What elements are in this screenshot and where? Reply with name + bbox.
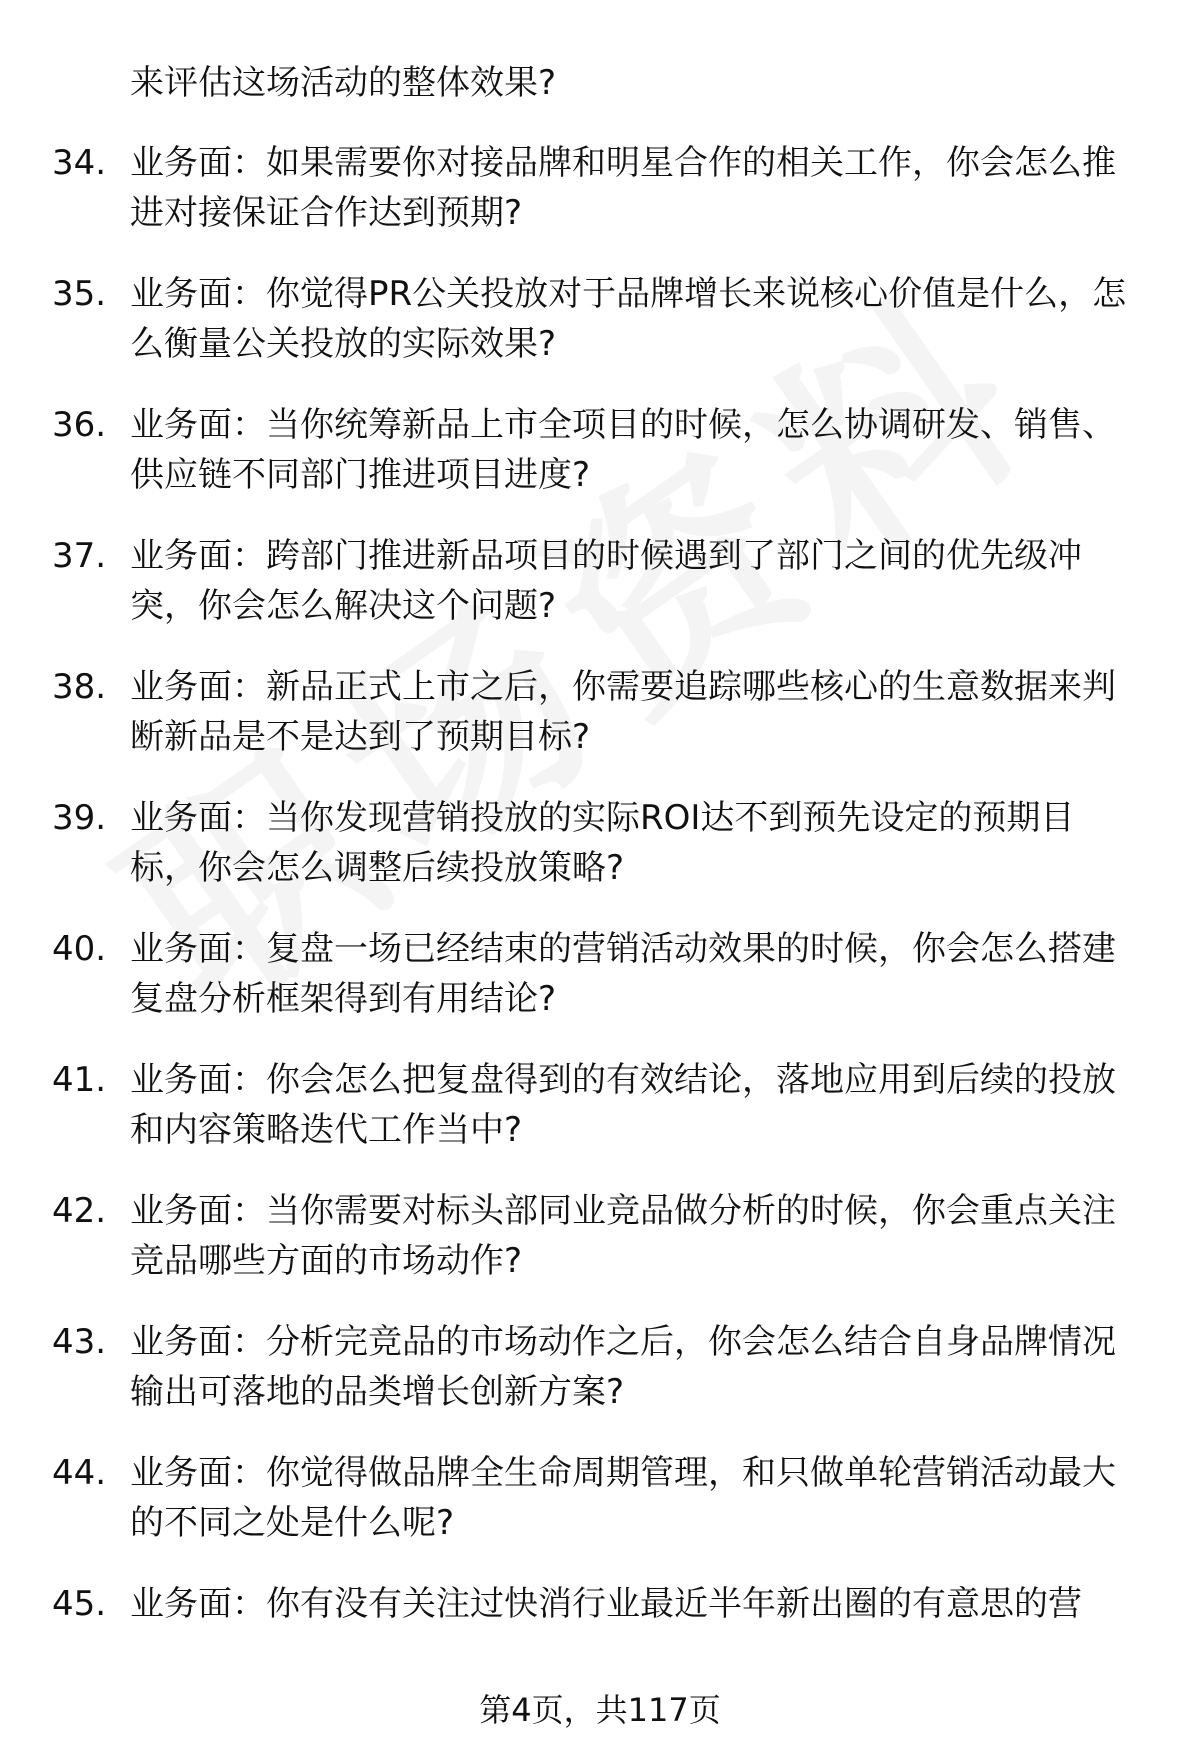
continuation-text: 来评估这场活动的整体效果? (130, 63, 557, 103)
question-number: 40. (52, 929, 107, 969)
question-item (0, 1055, 1200, 1155)
question-item (0, 1579, 1200, 1679)
question-text: 业务面：复盘一场已经结束的营销活动效果的时候，你会怎么搭建复盘分析框架得到有用结论? (130, 929, 1116, 1019)
question-text: 业务面：当你需要对标头部同业竞品做分析的时候，你会重点关注竞品哪些方面的市场动作? (130, 1191, 1116, 1281)
question-item (0, 662, 1200, 762)
question-text: 业务面：你有没有关注过快消行业最近半年新出圈的有意思的营 (130, 1584, 1082, 1624)
question-text: 业务面：你觉得做品牌全生命周期管理，和只做单轮营销活动最大的不同之处是什么呢? (130, 1453, 1116, 1543)
question-number: 34. (52, 143, 107, 183)
question-item (0, 400, 1200, 500)
question-text: 业务面：跨部门推进新品项目的时候遇到了部门之间的优先级冲突，你会怎么解决这个问题? (130, 536, 1082, 626)
question-item (0, 138, 1200, 238)
question-number: 42. (52, 1191, 107, 1231)
question-number: 43. (52, 1322, 107, 1362)
question-item (0, 1317, 1200, 1417)
question-text: 业务面：当你统筹新品上市全项目的时候，怎么协调研发、销售、供应链不同部门推进项目进度? (130, 405, 1116, 495)
question-number: 36. (52, 405, 107, 445)
question-number: 38. (52, 667, 107, 707)
question-text: 业务面：新品正式上市之后，你需要追踪哪些核心的生意数据来判断新品是不是达到了预期目标? (130, 667, 1116, 757)
question-text: 业务面：你觉得PR公关投放对于品牌增长来说核心价值是什么，怎么衡量公关投放的实际效果? (130, 274, 1127, 364)
question-text: 业务面：当你发现营销投放的实际ROI达不到预先设定的预期目标，你会怎么调整后续投放策略? (130, 798, 1075, 888)
question-number: 45. (52, 1584, 107, 1624)
question-text: 业务面：如果需要你对接品牌和明星合作的相关工作，你会怎么推进对接保证合作达到预期? (130, 143, 1116, 233)
question-item (0, 1448, 1200, 1548)
question-number: 41. (52, 1060, 107, 1100)
question-item (0, 531, 1200, 631)
question-list (0, 138, 1200, 1710)
question-item (0, 269, 1200, 369)
question-text: 业务面：分析完竞品的市场动作之后，你会怎么结合自身品牌情况输出可落地的品类增长创新方案? (130, 1322, 1116, 1412)
page-footer: 第4页，共117页 (479, 1691, 721, 1729)
question-text: 业务面：你会怎么把复盘得到的有效结论，落地应用到后续的投放和内容策略迭代工作当中? (130, 1060, 1116, 1150)
question-item (0, 1186, 1200, 1286)
question-number: 44. (52, 1453, 107, 1493)
question-item (0, 793, 1200, 893)
question-item (0, 924, 1200, 1024)
question-number: 39. (52, 798, 107, 838)
question-number: 35. (52, 274, 107, 314)
question-number: 37. (52, 536, 107, 576)
